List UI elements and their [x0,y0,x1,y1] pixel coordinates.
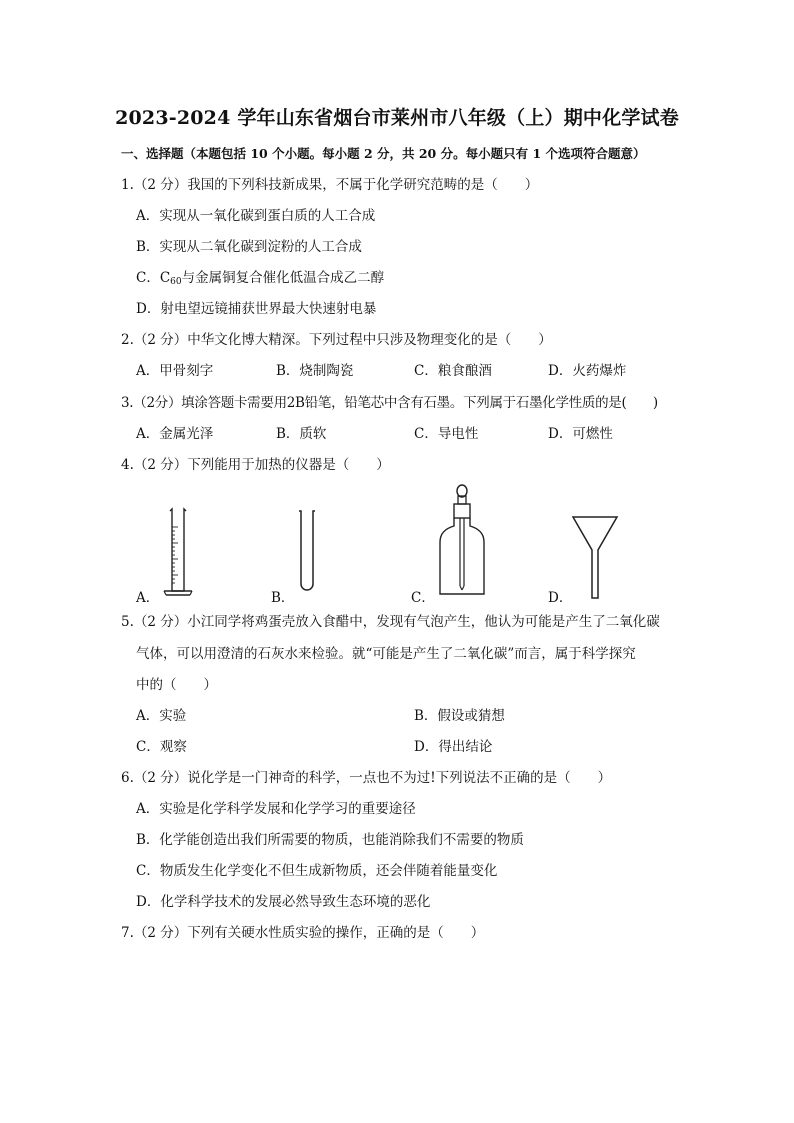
funnel-icon [570,514,620,602]
q1-option-c-prefix: C．C [136,270,171,286]
q1-stem: 1.（2 分）我国的下列科技新成果，不属于化学研究范畴的是（ ） [121,177,539,193]
q5-option-c[interactable]: C．观察 [136,739,187,755]
q5-stem-line-2: 气体，可以用澄清的石灰水来检验。就“可能是产生了二氧化碳”而言，属于科学探究 [136,646,636,662]
q5-option-d[interactable]: D．得出结论 [414,739,493,755]
test-tube-icon [294,508,320,598]
section-heading: 一、选择题（本题包括 10 个小题。每小题 2 分，共 20 分。每小题只有 1 个选项符合题意） [121,146,646,161]
q5-option-a[interactable]: A．实验 [136,708,187,724]
dropper-bottle-icon [434,482,490,602]
q4-option-d[interactable]: D． [548,590,573,606]
q4-option-a[interactable]: A． [136,590,160,606]
q3-stem: 3.（2分）填涂答题卡需要用2B铅笔，铅笔芯中含有石墨。下列属于石墨化学性质的是( ) [121,395,658,411]
q6-stem: 6.（2 分）说化学是一门神奇的科学，一点也不为过!下列说法不正确的是（ ） [121,770,612,786]
q1-option-c-text: 与金属铜复合催化低温合成乙二醇 [181,270,385,286]
q2-option-b[interactable]: B．烧制陶瓷 [276,363,354,379]
q4-stem: 4.（2 分）下列能用于加热的仪器是（ ） [121,457,390,473]
q2-option-c[interactable]: C．粮食酿酒 [414,363,492,379]
q3-option-a[interactable]: A．金属光泽 [136,426,214,442]
q5-option-b[interactable]: B．假设或猜想 [414,708,505,724]
q3-option-b[interactable]: B．质软 [276,426,327,442]
page-title: 2023-2024 学年山东省烟台市莱州市八年级（上）期中化学试卷 [115,107,679,129]
q1-option-a[interactable]: A．实现从一氧化碳到蛋白质的人工合成 [136,208,376,224]
q4-option-c[interactable]: C． [411,590,435,606]
q3-option-c[interactable]: C．导电性 [414,426,479,442]
q2-option-d[interactable]: D．火药爆炸 [548,363,627,379]
q5-stem-line-3: 中的（ ） [136,677,217,693]
q2-stem: 2.（2 分）中华文化博大精深。下列过程中只涉及物理变化的是（ ） [121,332,552,348]
q2-option-a[interactable]: A．甲骨刻字 [136,363,214,379]
q1-option-c-subscript: 60 [170,277,182,287]
q1-option-b[interactable]: B．实现从二氧化碳到淀粉的人工合成 [136,239,362,255]
q6-option-d[interactable]: D．化学科学技术的发展必然导致生态环境的恶化 [136,894,431,910]
graduated-cylinder-icon [160,505,196,601]
q6-option-b[interactable]: B．化学能创造出我们所需要的物质，也能消除我们不需要的物质 [136,832,524,848]
q4-option-b[interactable]: B． [271,590,295,606]
q5-stem-line-1: 5.（2 分）小江同学将鸡蛋壳放入食醋中，发现有气泡产生，他认为可能是产生了二氧化碳 [121,614,660,630]
q6-option-a[interactable]: A．实验是化学科学发展和化学学习的重要途径 [136,801,416,817]
q1-option-d[interactable]: D．射电望远镜捕获世界最大快速射电暴 [136,301,377,317]
q1-option-c[interactable] [136,269,384,291]
q7-stem: 7.（2 分）下列有关硬水性质实验的操作，正确的是（ ） [121,925,485,941]
q3-option-d[interactable]: D．可燃性 [548,426,613,442]
q6-option-c[interactable]: C．物质发生化学变化不但生成新物质，还会伴随着能量变化 [136,863,498,879]
